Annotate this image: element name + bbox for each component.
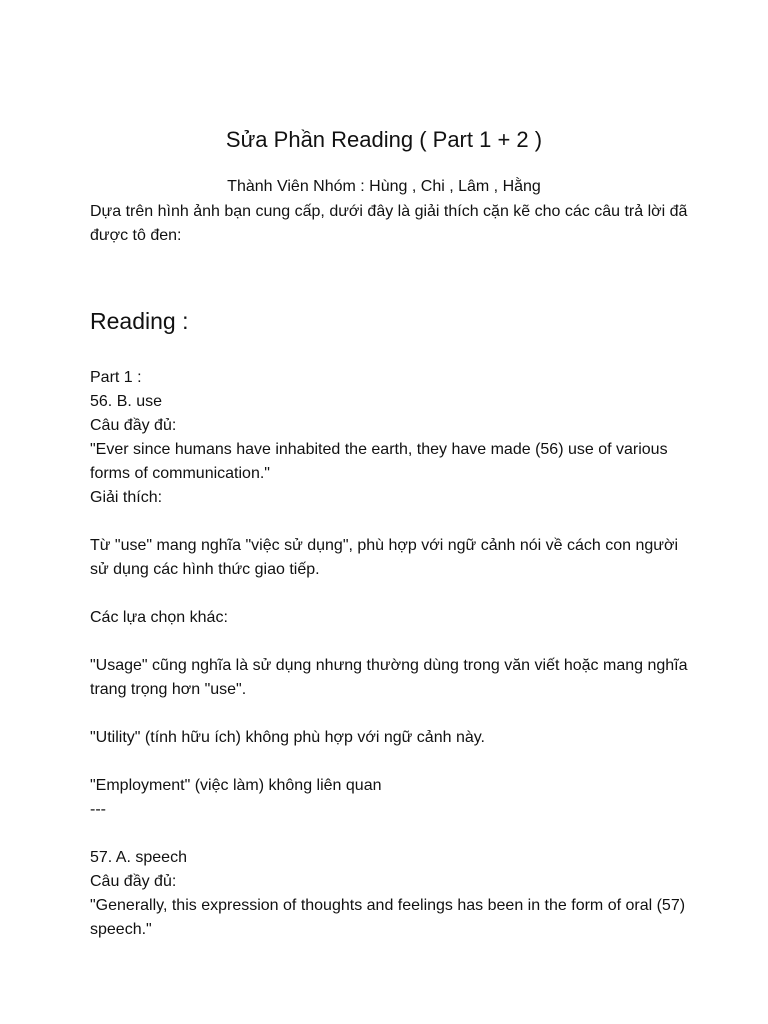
document-body (90, 200, 690, 942)
spacer (90, 822, 690, 846)
spacer (90, 582, 690, 606)
q56-option-usage: "Usage" cũng nghĩa là sử dụng nhưng thường dùng trong văn viết hoặc mang nghĩa trang trọng hơn "use". (90, 657, 692, 698)
q56-explain-label: Giải thích: (90, 489, 163, 506)
intro-paragraph: Dựa trên hình ảnh bạn cung cấp, dưới đây là giải thích cặn kẽ cho các câu trả lời đã được tô đen: (90, 203, 692, 244)
q57-full-label: Câu đầy đủ: (90, 873, 177, 890)
section-separator: --- (90, 801, 106, 818)
q56-option-employment: "Employment" (việc làm) không liên quan (90, 777, 382, 794)
q56-sentence: "Ever since humans have inhabited the earth, they have made (56) use of various forms of communication." (90, 441, 673, 482)
spacer (90, 750, 690, 774)
spacer (90, 336, 690, 366)
spacer (90, 702, 690, 726)
q56-full-label: Câu đầy đủ: (90, 417, 177, 434)
spacer (90, 248, 690, 306)
q57-answer: 57. A. speech (90, 849, 187, 866)
section-heading: Reading : (90, 308, 189, 334)
document-title: Sửa Phần Reading ( Part 1 + 2 ) (225, 127, 543, 152)
group-members: Thành Viên Nhóm : Hùng , Chi , Lâm , Hằng (227, 178, 541, 195)
q56-option-utility: "Utility" (tính hữu ích) không phù hợp với ngữ cảnh này. (90, 729, 485, 746)
q56-explanation: Từ "use" mang nghĩa "việc sử dụng", phù hợp với ngữ cảnh nói về cách con người sử dụng các hình thức giao tiếp. (90, 537, 683, 578)
spacer (90, 510, 690, 534)
q56-answer: 56. B. use (90, 393, 163, 410)
q56-other-label: Các lựa chọn khác: (90, 609, 228, 626)
part-label: Part 1 : (90, 369, 142, 386)
q57-sentence: "Generally, this expression of thoughts and feelings has been in the form of oral (57) speech." (90, 897, 690, 938)
spacer (90, 630, 690, 654)
